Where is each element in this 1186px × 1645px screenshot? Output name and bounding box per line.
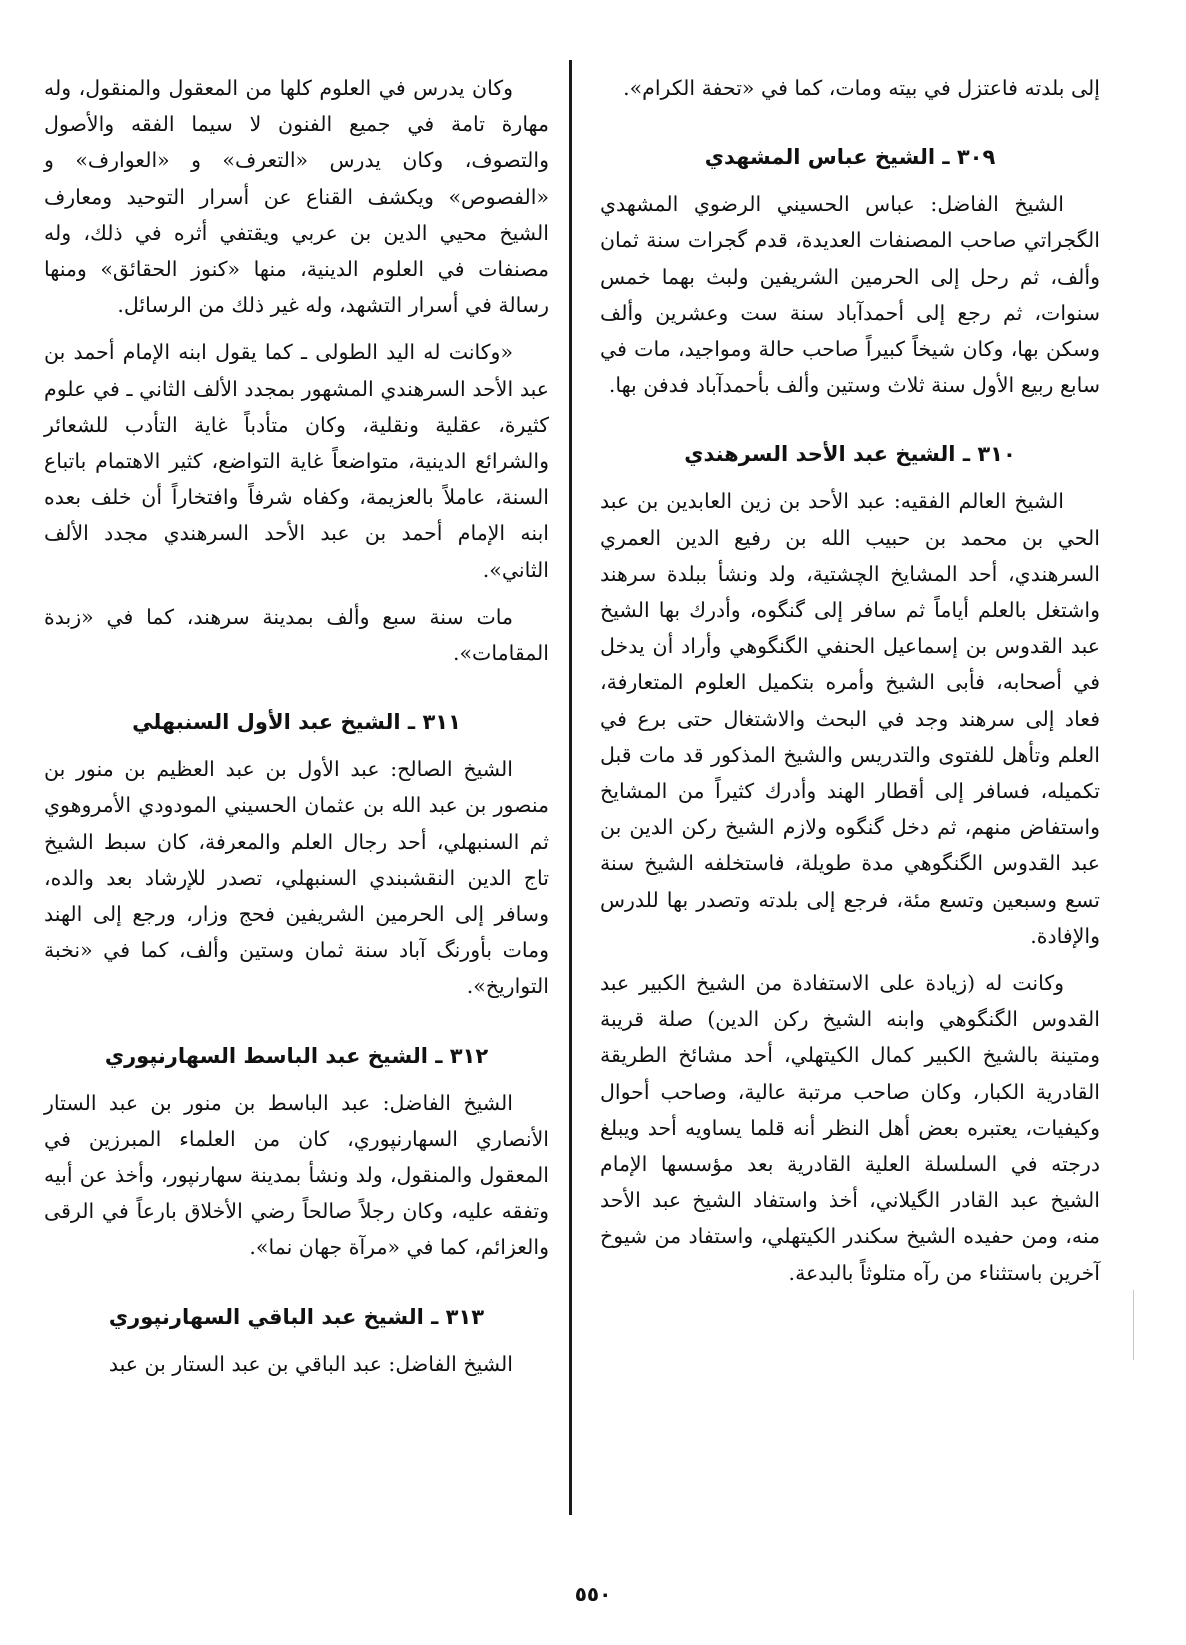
entry-text-310-part2: وكانت له (زيادة على الاستفادة من الشيخ الكبير عبد القدوس الگنگوهي وابنه الشيخ ركن الدين) صلة قريبة ومتينة بالشيخ الكبير كمال الكيتهلي، أحد مشائخ الطريقة القادرية الكبار، وكان صاحب مرتبة عالية، وصاحب أحوال وكيفيات، يعتبره بعض أهل النظر أنه قلما يساويه أحد ويبلغ درجته في السلسلة العلية القادرية بعد مؤسسها الإمام الشيخ عبد القادر الگيلاني، أخذ واستفاد الشيخ عبد الأحد منه، ومن حفيده الشيخ سكندر الكيتهلي، واستفاد من شيوخ آخرين باستثناء من رآه متلوثاً بالبدعة. <box>600 971 1100 1285</box>
right-column <box>600 70 1100 1302</box>
scan-edge-mark <box>1133 1290 1134 1360</box>
entry-heading-310: ٣١٠ ـ الشيخ عبد الأحد السرهندي <box>684 442 1016 467</box>
entry-text-310-death: مات سنة سبع وألف بمدينة سرهند، كما في «زبدة المقامات». <box>44 604 549 666</box>
entry-text-310-part3: وكان يدرس في العلوم كلها من المعقول والمنقول، وله مهارة تامة في جميع الفنون لا سيما الفقه والأصول والتصوف، وكان يدرس «التعرف» و «العوارف» و «الفصوص» ويكشف القناع عن أسرار التوحيد ومعارف الشيخ محيي الدين بن عربي ويقتفي أثره في ذلك، وله مصنفات في العلوم الدينية، منها «كنوز الحقائق» ومنها رسالة في أسرار التشهد، وله غير ذلك من الرسائل. <box>44 76 549 318</box>
page-number: ٥٥٠ <box>574 1582 612 1606</box>
entry-text-310-part1: الشيخ العالم الفقيه: عبد الأحد بن زين العابدين بن عبد الحي بن محمد بن حبيب الله بن رفيع الدين العمري السرهندي، أحد المشايخ الچشتية، ولد ونشأ ببلدة سرهند واشتغل بالعلم أياماً ثم سافر إلى گنگوه، وأدرك بها الشيخ عبد القدوس بن إسماعيل الحنفي الگنگوهي وأراد أن يدخل في أصحابه، فأبى الشيخ وأمره بتكميل العلوم المتعارفة، فعاد إلى سرهند وجد في البحث والاشتغال حتى برع في العلم وتأهل للفتوى والتدريس والشيخ المذكور قد مات قبل تكميله، فسافر إلى أقطار الهند وأدرك كثيراً من المشايخ واستفاض منهم، ثم دخل گنگوه ولازم الشيخ ركن الدين بن عبد القدوس الگنگوهي مدة طويلة، فاستخلفه الشيخ سنة تسع وسبعين وتسع مئة، فرجع إلى بلدته وتصدر بها للدرس والإفادة. <box>600 489 1100 948</box>
left-column <box>44 70 549 1393</box>
entry-text-310-quote: «وكانت له اليد الطولى ـ كما يقول ابنه الإمام أحمد بن عبد الأحد السرهندي المشهور بمجدد الألف الثاني ـ في علوم كثيرة، عقلية ونقلية، وكان متأدباً غاية التأدب للشعائر والشرائع الدينية، متواضعاً غاية التواضع، كثير الاهتمام باتباع السنة، عاملاً بالعزيمة، وكفاه شرفاً وافتخاراً أن خلف بعده ابنه الإمام أحمد بن عبد الأحد السرهندي مجدد الألف الثاني». <box>44 340 549 582</box>
entry-heading-311: ٣١١ ـ الشيخ عبد الأول السنبهلي <box>132 710 461 735</box>
entry-text-313: الشيخ الفاضل: عبد الباقي بن عبد الستار بن عبد <box>108 1351 513 1376</box>
column-divider <box>569 60 572 1515</box>
entry-text-311: الشيخ الصالح: عبد الأول بن عبد العظيم بن منور بن منصور بن عبد الله بن عثمان الحسيني المودودي الأمروهوي ثم السنبهلي، أحد رجال العلم والمعرفة، كان سبط الشيخ تاج الدين النقشبندي السنبهلي، تصدر للإرشاد بعد والده، وسافر إلى الحرمين الشريفين فحج وزار، ورجع إلى الهند ومات بأورنگ آباد سنة ثمان وستين وألف، كما في «نخبة التواريخ». <box>44 757 549 999</box>
entry-heading-312: ٣١٢ ـ الشيخ عبد الباسط السهارنپوري <box>104 1043 489 1068</box>
entry-text-312: الشيخ الفاضل: عبد الباسط بن منور بن عبد الستار الأنصاري السهارنپوري، كان من العلماء المبرزين في المعقول والمنقول، ولد ونشأ بمدينة سهارنپور، وأخذ عن أبيه وتفقه عليه، وكان رجلاً صالحاً رضي الأخلاق بارعاً في الرقى والعزائم، كما في «مرآة جهان نما». <box>44 1090 549 1260</box>
entry-heading-309: ٣٠٩ ـ الشيخ عباس المشهدي <box>704 145 996 170</box>
entry-text-309: الشيخ الفاضل: عباس الحسيني الرضوي المشهدي الگجراتي صاحب المصنفات العديدة، قدم گجرات سنة ثمان وألف، ثم رحل إلى الحرمين الشريفين ولبث بهما خمس سنوات، ثم رجع إلى أحمدآباد سنة ست وعشرين وألف وسكن بها، وكان شيخاً كبيراً صاحب حالة ومواجيد، مات في سابع ربيع الأول سنة ثلاث وستين وألف بأحمدآباد فدفن بها. <box>600 192 1100 398</box>
entry-heading-313: ٣١٣ ـ الشيخ عبد الباقي السهارنپوري <box>108 1304 485 1329</box>
paragraph-continuation: إلى بلدته فاعتزل في بيته ومات، كما في «تحفة الكرام». <box>623 76 1100 100</box>
